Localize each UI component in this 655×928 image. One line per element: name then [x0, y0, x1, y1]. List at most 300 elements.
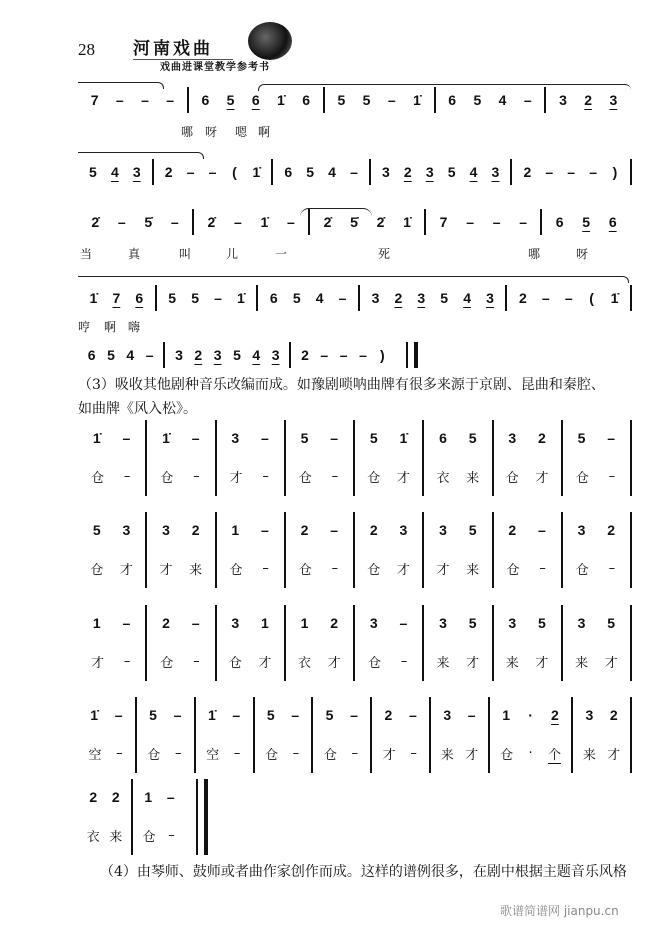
- notation-row-4: [78, 285, 632, 311]
- note: 衣: [436, 470, 450, 486]
- note: 5: [447, 164, 456, 180]
- note: –: [399, 615, 408, 631]
- measure: [145, 548, 214, 588]
- note: 5: [325, 707, 334, 723]
- note: 仓: [142, 829, 156, 845]
- note: 5: [292, 290, 301, 306]
- measure: [145, 456, 214, 496]
- opera-mask-logo: [248, 22, 292, 60]
- note: 6: [269, 290, 278, 306]
- note: –: [232, 707, 241, 723]
- note: 2: [551, 707, 559, 723]
- measure: [544, 87, 630, 113]
- note: –: [117, 214, 126, 230]
- note: 1: [231, 522, 240, 538]
- note: 1̇: [277, 92, 285, 108]
- note: 6: [608, 214, 617, 230]
- lyric: 嗨: [128, 320, 141, 334]
- note: –: [115, 92, 124, 108]
- measure: [78, 159, 152, 185]
- measure: [78, 512, 145, 548]
- lyric: 哪: [181, 125, 194, 139]
- paragraph-4-line-1: （4）由琴师、鼓师或者曲作家创作而成。这样的谱例很多，在剧中根据主题音乐风格: [100, 864, 627, 880]
- measure: [78, 779, 131, 815]
- measure: [284, 605, 353, 641]
- measure: [492, 456, 561, 496]
- note: –: [607, 430, 616, 446]
- note: –: [541, 290, 550, 306]
- measure: [145, 512, 214, 548]
- note: 仓: [323, 747, 337, 763]
- note: 才: [159, 562, 173, 578]
- note: 5: [607, 615, 616, 631]
- note: –: [116, 745, 123, 761]
- measure: [561, 456, 630, 496]
- measure: [358, 285, 505, 311]
- note: –: [400, 653, 408, 669]
- note: –: [608, 468, 616, 484]
- note: –: [292, 745, 300, 761]
- percussion-syllables-e: [78, 815, 208, 855]
- measure: [422, 641, 491, 681]
- gongche-notes-a: [78, 420, 632, 456]
- measure: [215, 456, 284, 496]
- note: 2: [607, 522, 616, 538]
- note: –: [492, 214, 501, 230]
- note: 1: [92, 615, 101, 631]
- note: –: [408, 707, 417, 723]
- note: 6: [201, 92, 210, 108]
- note: –: [141, 92, 149, 108]
- note: 3: [577, 615, 586, 631]
- note: 5: [362, 92, 371, 108]
- note: –: [261, 522, 269, 538]
- note: –: [233, 214, 242, 230]
- note: 7: [90, 92, 99, 108]
- measure: [78, 456, 145, 496]
- measure: [194, 697, 253, 733]
- note: ·: [528, 707, 533, 723]
- note: 5: [149, 707, 157, 723]
- note: 5: [538, 615, 546, 631]
- note: –: [173, 707, 182, 723]
- measure: [78, 641, 145, 681]
- note: –: [191, 615, 200, 631]
- note: 1: [502, 707, 510, 723]
- note: 2: [538, 430, 546, 446]
- measure: [422, 512, 491, 548]
- measure: [369, 159, 510, 185]
- gongche-notes-c: [78, 605, 632, 641]
- note: –: [166, 789, 175, 805]
- note: 5: [107, 347, 115, 363]
- note: 6: [284, 164, 293, 180]
- note: 5: [468, 615, 477, 631]
- note: 1̇: [207, 707, 216, 723]
- note: 4: [126, 347, 135, 363]
- note: –: [519, 214, 528, 230]
- note: 3: [132, 164, 141, 180]
- measure: [353, 641, 422, 681]
- note: –: [539, 560, 546, 576]
- note: –: [193, 653, 200, 669]
- note: 3: [399, 522, 408, 538]
- note: 仓: [575, 470, 589, 486]
- measure: [571, 733, 630, 773]
- note: –: [168, 827, 175, 843]
- lyric: 一: [275, 247, 288, 261]
- note: –: [193, 468, 200, 484]
- note: 3: [271, 347, 280, 363]
- note: 3: [425, 164, 434, 180]
- notation-row-5: [78, 342, 418, 368]
- note: 4: [315, 290, 324, 306]
- note: 3: [175, 347, 183, 363]
- measure: [284, 512, 353, 548]
- note: –: [166, 92, 175, 108]
- note: 1̇: [610, 290, 619, 306]
- note: 3: [162, 522, 170, 538]
- note: 5̇: [144, 214, 153, 230]
- note: 5: [468, 522, 477, 538]
- note: 仓: [160, 655, 174, 671]
- note: 6: [555, 214, 564, 230]
- note: 2̇: [207, 214, 216, 230]
- note: 衣: [298, 655, 312, 671]
- note: 才: [382, 747, 396, 763]
- note: 2: [164, 164, 173, 180]
- note: 1̇: [89, 290, 98, 306]
- note: 3: [371, 290, 380, 306]
- note: 2: [523, 164, 532, 180]
- note: –: [122, 615, 131, 631]
- measure: [131, 815, 186, 855]
- note: ·: [528, 745, 533, 761]
- note: 来: [505, 655, 519, 671]
- note: 5: [440, 290, 449, 306]
- note: 才: [604, 655, 618, 671]
- note: –: [338, 290, 347, 306]
- measure: [492, 548, 561, 588]
- note: 仓: [500, 747, 514, 763]
- measure: [422, 548, 491, 588]
- note: 才: [229, 470, 243, 486]
- measure: [187, 87, 323, 113]
- note: 2: [111, 789, 120, 805]
- note: 仓: [506, 562, 520, 578]
- note: 4: [498, 92, 507, 108]
- note: 5: [306, 164, 315, 180]
- note: (: [232, 164, 237, 180]
- note: 来: [109, 829, 123, 845]
- lyric: 呀: [576, 247, 589, 261]
- note: 空: [88, 747, 102, 763]
- note: 2: [162, 615, 170, 631]
- note: 7: [112, 290, 121, 306]
- measure: [215, 548, 284, 588]
- note: 6: [251, 92, 260, 108]
- note: –: [262, 468, 269, 484]
- measure: [215, 512, 284, 548]
- note: 2̇: [376, 214, 385, 230]
- lyric: 嗯: [235, 125, 248, 139]
- note: 才: [396, 470, 410, 486]
- measure: [370, 697, 429, 733]
- note: 5: [168, 290, 177, 306]
- note: –: [123, 653, 131, 669]
- note: –: [186, 164, 195, 180]
- note: 来: [575, 655, 589, 671]
- note: 5: [577, 430, 586, 446]
- note: 6: [87, 347, 96, 363]
- measure: [323, 87, 434, 113]
- note: 5: [92, 522, 101, 538]
- note: 仓: [90, 562, 104, 578]
- note: –: [287, 214, 295, 230]
- note: 2: [394, 290, 403, 306]
- note: 3: [443, 707, 452, 723]
- note: 3: [369, 615, 378, 631]
- lyric: 当: [80, 247, 93, 261]
- note: –: [174, 745, 182, 761]
- note: 个: [547, 747, 561, 763]
- note: –: [466, 214, 474, 230]
- note: 1̇: [252, 164, 261, 180]
- note: 5̇: [350, 214, 358, 230]
- note: 2̇: [323, 214, 332, 230]
- note: –: [567, 164, 576, 180]
- measure: [353, 548, 422, 588]
- note: 3: [231, 615, 240, 631]
- note: –: [545, 164, 554, 180]
- lyric: 啊: [104, 320, 117, 334]
- note: 4: [328, 164, 336, 180]
- measure: [488, 733, 571, 773]
- note: (: [589, 290, 594, 306]
- measure: [145, 605, 214, 641]
- note: 来: [466, 470, 480, 486]
- measure: [561, 420, 630, 456]
- lyric: 哼: [78, 320, 91, 334]
- measure: [561, 512, 630, 548]
- note: –: [122, 430, 131, 446]
- note: 1: [300, 615, 309, 631]
- measure: [253, 733, 312, 773]
- note: 1̇: [413, 92, 421, 108]
- note: 1̇: [90, 707, 99, 723]
- note: –: [261, 430, 269, 446]
- note: 1̇: [237, 290, 245, 306]
- measure: [131, 779, 186, 815]
- measure: [78, 209, 192, 235]
- note: –: [564, 290, 573, 306]
- gongche-notes-e: [78, 779, 208, 815]
- note: 才: [119, 562, 133, 578]
- note: 空: [206, 747, 220, 763]
- measure: [152, 159, 272, 185]
- measure: [422, 456, 491, 496]
- note: –: [145, 347, 154, 363]
- measure: [561, 605, 630, 641]
- note: 才: [535, 655, 549, 671]
- note: 5: [582, 214, 591, 230]
- note: –: [123, 468, 131, 484]
- note: 1̇: [260, 214, 269, 230]
- percussion-syllables-a: [78, 456, 632, 496]
- percussion-syllables-b: [78, 548, 632, 588]
- measure: [429, 733, 488, 773]
- series-subtitle: 戏曲进课堂教学参考书: [160, 62, 270, 73]
- measure: [78, 285, 155, 311]
- note: 3: [585, 707, 594, 723]
- note: 5: [266, 707, 275, 723]
- note: 仓: [575, 562, 589, 578]
- series-title: 河南戏曲: [133, 34, 233, 60]
- note: 仓: [229, 562, 243, 578]
- measure: [505, 285, 630, 311]
- note: 2: [369, 522, 378, 538]
- note: –: [410, 745, 417, 761]
- measure: [194, 733, 253, 773]
- note: 才: [436, 562, 450, 578]
- note: 才: [607, 747, 621, 763]
- note: 4: [252, 347, 261, 363]
- measure: [429, 697, 488, 733]
- note: 1̇: [92, 430, 101, 446]
- note: 仓: [298, 470, 312, 486]
- note: 6: [448, 92, 457, 108]
- note: 仓: [264, 747, 278, 763]
- measure: [192, 209, 308, 235]
- measure: [424, 209, 540, 235]
- note: 3: [508, 430, 517, 446]
- lyric: 儿: [226, 247, 239, 261]
- measure: [540, 209, 630, 235]
- measure: [135, 697, 194, 733]
- note: 3: [382, 164, 390, 180]
- measure: [135, 733, 194, 773]
- note: 2: [301, 347, 309, 363]
- measure: [561, 548, 630, 588]
- note: ): [379, 347, 385, 363]
- note: 衣: [86, 829, 100, 845]
- measure: [353, 420, 422, 456]
- measure: [370, 733, 429, 773]
- note: 6: [439, 430, 447, 446]
- lyric: 死: [378, 247, 391, 261]
- measure: [284, 641, 353, 681]
- note: 仓: [160, 470, 174, 486]
- note: –: [214, 290, 222, 306]
- note: 来: [189, 562, 203, 578]
- page-number: 28: [78, 40, 95, 59]
- note: 1: [261, 615, 269, 631]
- note: 7: [439, 214, 448, 230]
- note: –: [330, 522, 339, 538]
- note: 仓: [298, 562, 312, 578]
- measure: [289, 342, 396, 368]
- note: 仓: [368, 655, 382, 671]
- note: 5: [226, 92, 235, 108]
- note: 2: [519, 290, 527, 306]
- note: 1: [144, 789, 153, 805]
- note: 2: [300, 522, 309, 538]
- measure: [215, 605, 284, 641]
- note: 1̇: [399, 430, 408, 446]
- note: –: [331, 560, 339, 576]
- measure: [561, 641, 630, 681]
- note: –: [589, 164, 597, 180]
- lyric: 呀: [205, 125, 218, 139]
- note: 才: [465, 747, 479, 763]
- note: 3: [508, 615, 517, 631]
- note: 来: [436, 655, 450, 671]
- note: 1̇: [162, 430, 170, 446]
- note: 5: [473, 92, 482, 108]
- note: 3: [122, 522, 131, 538]
- measure: [488, 697, 571, 733]
- measure: [492, 605, 561, 641]
- measure: [78, 342, 163, 368]
- note: 来: [466, 562, 480, 578]
- measure: [163, 342, 289, 368]
- measure: [78, 548, 145, 588]
- note: –: [387, 92, 396, 108]
- note: 才: [396, 562, 410, 578]
- note: 3: [417, 290, 426, 306]
- note: 4: [110, 164, 119, 180]
- note: 6: [302, 92, 311, 108]
- gongche-notes-d: [78, 697, 632, 733]
- measure: [284, 456, 353, 496]
- note: 5: [300, 430, 309, 446]
- lyric: 啊: [258, 125, 271, 139]
- note: –: [350, 164, 358, 180]
- note: –: [170, 214, 179, 230]
- note: 2: [194, 347, 203, 363]
- note: 仓: [367, 470, 381, 486]
- note: –: [262, 560, 269, 576]
- measure: [78, 733, 135, 773]
- measure: [256, 285, 358, 311]
- note: 5: [468, 430, 477, 446]
- note: 3: [609, 92, 618, 108]
- watermark: 歌谱简谱网 jianpu.cn: [500, 904, 619, 918]
- measure: [253, 697, 312, 733]
- measure: [571, 697, 630, 733]
- measure: [215, 641, 284, 681]
- note: –: [233, 745, 241, 761]
- note: 1̇: [403, 214, 411, 230]
- lyric: 叫: [179, 247, 192, 261]
- note: –: [191, 430, 200, 446]
- note: –: [330, 430, 339, 446]
- note: 3: [559, 92, 567, 108]
- note: 2: [89, 789, 98, 805]
- note: 仓: [91, 470, 105, 486]
- measure: [78, 697, 135, 733]
- note: –: [291, 707, 300, 723]
- note: 仓: [147, 747, 161, 763]
- note: 2: [584, 92, 593, 108]
- note: 4: [469, 164, 478, 180]
- measure: [78, 815, 131, 855]
- note: –: [351, 745, 358, 761]
- note: 6: [135, 290, 144, 306]
- note: 3: [439, 615, 447, 631]
- note: 来: [440, 747, 454, 763]
- measure: [434, 87, 545, 113]
